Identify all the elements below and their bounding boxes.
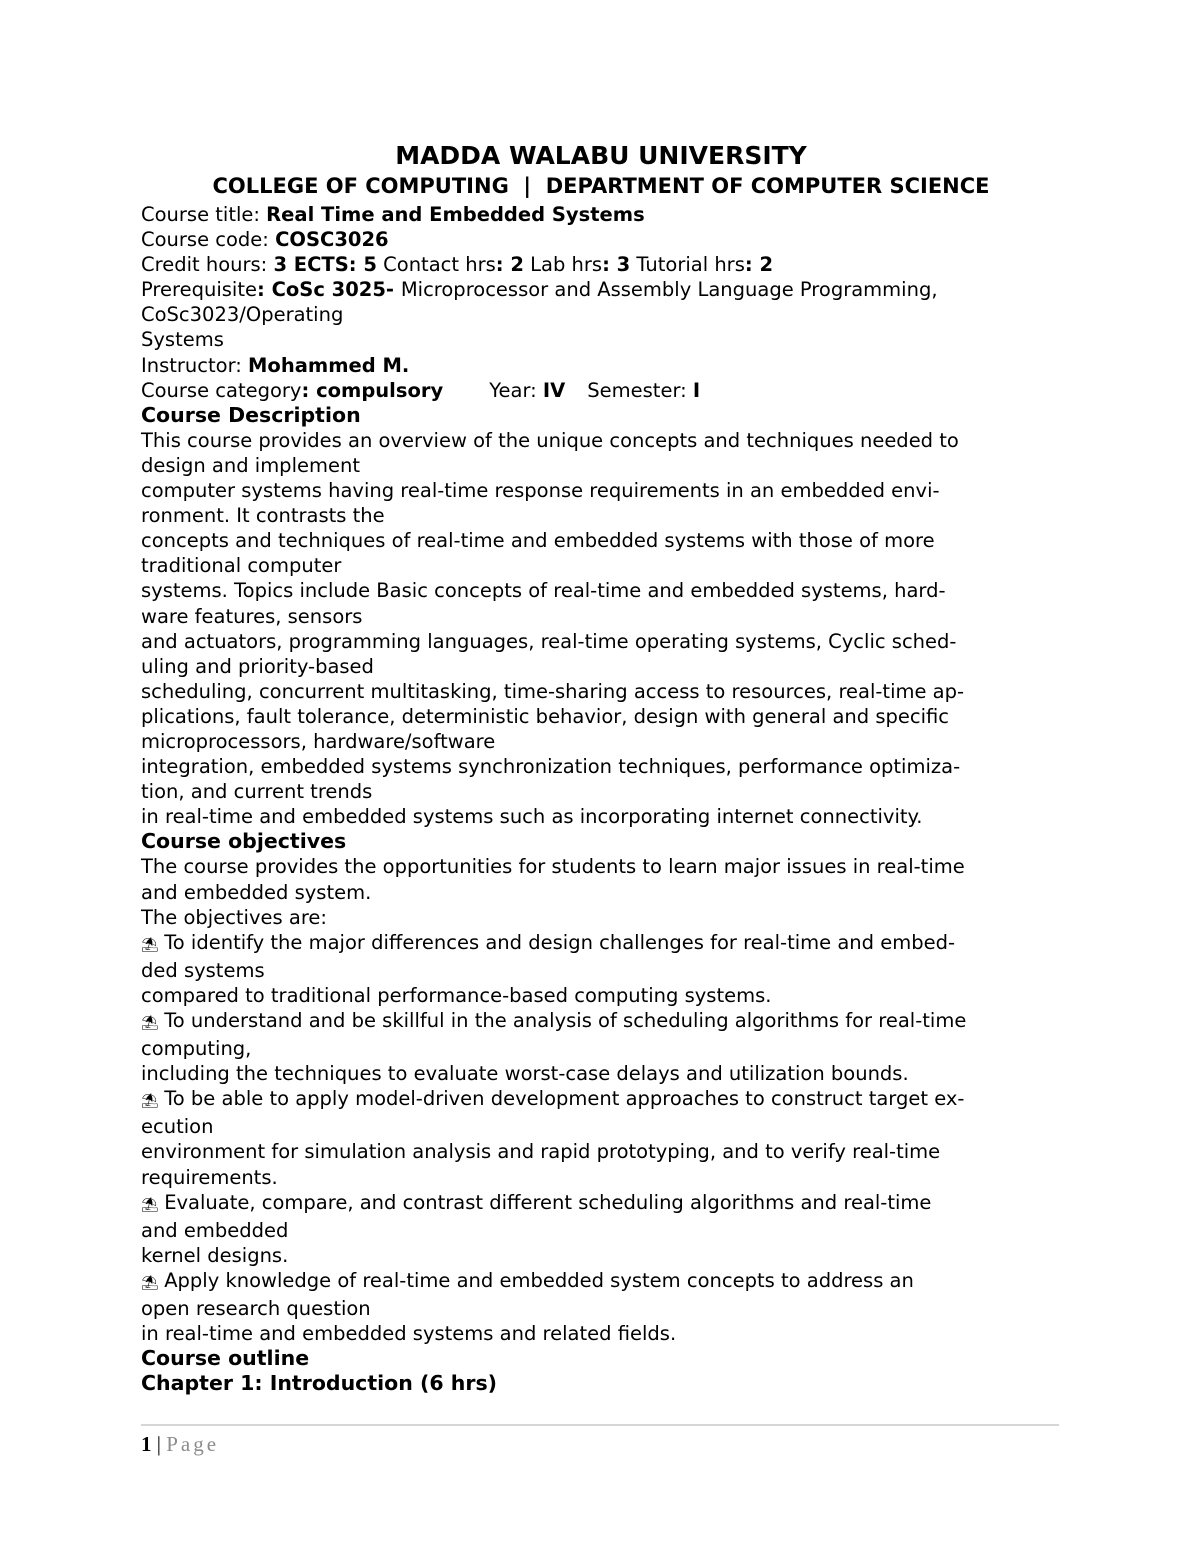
objective-continuation: in real-time and embedded systems and related fields.: [141, 1322, 677, 1346]
description-line: tion, and current trends: [141, 780, 373, 804]
instructor-line: [141, 353, 1061, 378]
objective-item: [141, 1190, 1061, 1268]
lab-sep: :: [602, 253, 610, 277]
contact-value: 2: [503, 253, 524, 277]
prerequisite-line-3: Systems: [141, 328, 224, 352]
semester-label: Semester:: [587, 378, 693, 402]
objective-text: To understand and be skillful in the analysis of scheduling algorithms for real-time: [158, 1009, 967, 1032]
objective-continuation: kernel designs.: [141, 1243, 289, 1267]
tutorial-label: Tutorial hrs: [630, 253, 745, 277]
course-outline-heading: Course outline: [141, 1346, 310, 1371]
objective-continuation: computing,: [141, 1037, 252, 1061]
prerequisite-line-2: CoSc3023/Operating: [141, 303, 344, 327]
lab-label: Lab hrs: [523, 253, 603, 277]
umbrella-bullet-icon: ⛱: [141, 1015, 159, 1031]
description-line: This course provides an overview of the unique concepts and techniques needed to: [141, 428, 959, 452]
prerequisite-line: [141, 277, 1061, 302]
credit-label: Credit hours:: [141, 253, 274, 277]
description-line: in real-time and embedded systems such as incorporating internet connectivity.: [141, 805, 923, 829]
description-line: integration, embedded systems synchronization techniques, performance optimiza-: [141, 755, 961, 779]
objective-continuation: ecution: [141, 1115, 214, 1139]
description-line: traditional computer: [141, 554, 342, 578]
objective-item: [141, 1086, 1061, 1189]
category-sep: :: [301, 378, 317, 402]
prereq-code: CoSc 3025-: [271, 278, 401, 302]
course-title-line: [141, 202, 1061, 227]
umbrella-bullet-icon: ⛱: [141, 936, 159, 953]
objectives-intro-line: The objectives are:: [141, 905, 327, 929]
description-line: design and implement: [141, 453, 360, 477]
objective-text: To identify the major differences and design challenges for real-time and embed-: [158, 930, 956, 954]
chapter-1-heading: Chapter 1: Introduction (6 hrs): [141, 1371, 498, 1396]
course-title-value: Real Time and Embedded Systems: [266, 203, 645, 226]
course-description-heading: Course Description: [141, 402, 361, 427]
year-label: Year:: [489, 378, 543, 402]
college-department-line: COLLEGE OF COMPUTING | DEPARTMENT OF COMPUTER SCIENCE: [212, 174, 990, 198]
umbrella-bullet-icon: ⛱: [141, 1274, 159, 1291]
objective-continuation: compared to traditional performance-based computing systems.: [141, 983, 772, 1007]
description-line: systems. Topics include Basic concepts of real-time and embedded systems, hard-: [141, 579, 946, 603]
objective-item: [141, 1268, 1061, 1346]
course-objectives-heading: Course objectives: [141, 829, 347, 854]
ects-value: 5: [356, 253, 377, 277]
objective-text: Apply knowledge of real-time and embedded system concepts to address an: [158, 1268, 914, 1292]
page-number: 1: [141, 1432, 152, 1456]
objectives-intro-line: and embedded system.: [141, 880, 372, 904]
footer-divider: [141, 1424, 1059, 1426]
description-line: concepts and techniques of real-time and embedded systems with those of more: [141, 529, 935, 553]
description-line: plications, fault tolerance, deterministic behavior, design with general and specific: [141, 704, 950, 728]
objective-continuation: ded systems: [141, 958, 265, 982]
course-code-label: Course code:: [141, 228, 276, 252]
objective-continuation: and embedded: [141, 1218, 289, 1242]
description-line: and actuators, programming languages, real-time operating systems, Cyclic sched-: [141, 629, 957, 653]
description-line: uling and priority-based: [141, 654, 374, 678]
umbrella-bullet-icon: ⛱: [141, 1196, 159, 1213]
page-word: Page: [166, 1432, 220, 1456]
category-value: compulsory: [316, 378, 444, 402]
ects-label: ECTS:: [287, 253, 357, 277]
year-value: IV: [542, 378, 566, 402]
objectives-intro-line: The course provides the opportunities for students to learn major issues in real-time: [141, 855, 965, 879]
university-title: MADDA WALABU UNIVERSITY: [395, 141, 807, 170]
semester-value: I: [692, 378, 701, 402]
objective-item: [141, 930, 1061, 1008]
objective-continuation: environment for simulation analysis and rapid prototyping, and to verify real-time: [141, 1140, 941, 1164]
course-code-value: COSC3026: [275, 228, 389, 252]
footer-separator: |: [151, 1432, 167, 1456]
course-title-label: Course title:: [141, 203, 267, 226]
contact-label: Contact hrs: [376, 253, 496, 277]
instructor-value: Mohammed M.: [248, 353, 410, 377]
credit-hours-line: [141, 252, 1061, 277]
objective-continuation: open research question: [141, 1297, 371, 1321]
description-line: ronment. It contrasts the: [141, 504, 385, 528]
course-code-line: [141, 227, 1061, 252]
contact-sep: :: [495, 253, 504, 277]
objective-item: [141, 1008, 1061, 1086]
course-description-body: [141, 428, 1061, 830]
page-footer: [141, 1431, 219, 1457]
course-category-line: [141, 378, 1061, 403]
objective-continuation: requirements.: [141, 1165, 278, 1189]
description-line: computer systems having real-time response requirements in an embedded envi-: [141, 479, 940, 503]
description-line: microprocessors, hardware/software: [141, 729, 496, 753]
prereq-rest: Microprocessor and Assembly Language Programming,: [400, 278, 938, 302]
lab-value: 3: [609, 253, 631, 277]
description-line: scheduling, concurrent multitasking, time-sharing access to resources, real-time ap-: [141, 679, 965, 703]
objective-text: Evaluate, compare, and contrast different scheduling algorithms and real-time: [158, 1190, 932, 1214]
description-line: ware features, sensors: [141, 604, 363, 628]
prereq-label: Prerequisite: [141, 278, 257, 302]
objective-continuation: including the techniques to evaluate worst-case delays and utilization bounds.: [141, 1062, 909, 1086]
tutorial-sep: :: [744, 253, 753, 277]
instructor-label: Instructor:: [141, 353, 249, 377]
objective-text: To be able to apply model-driven development approaches to construct target ex-: [158, 1087, 965, 1111]
credit-value: 3: [273, 253, 288, 277]
tutorial-value: 2: [752, 253, 774, 277]
category-label: Course category: [141, 378, 302, 402]
umbrella-bullet-icon: ⛱: [141, 1093, 159, 1110]
prereq-sep: :: [256, 278, 272, 302]
page-content: [141, 140, 1061, 1396]
